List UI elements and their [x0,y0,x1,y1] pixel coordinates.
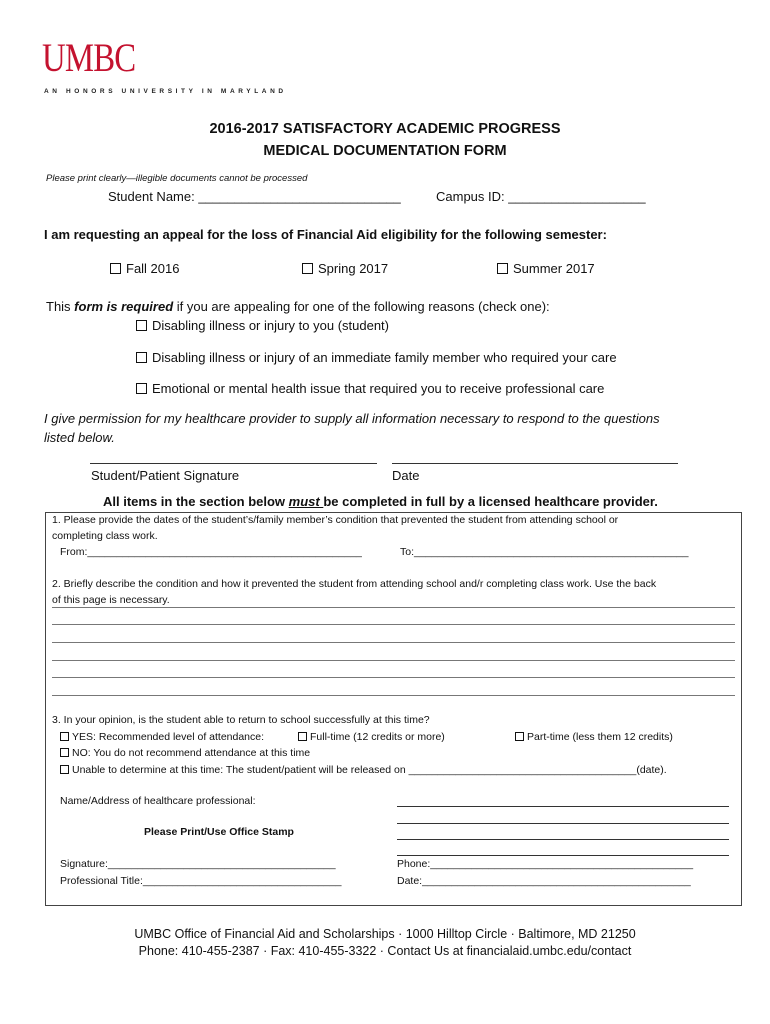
provider-signature-field[interactable]: Signature:_______________________________________ [60,858,336,870]
stamp-label: Please Print/Use Office Stamp [144,826,294,838]
reasons-intro [46,299,550,314]
spring-2017-label: Spring 2017 [318,261,389,276]
instructions-text: Please print clearly—illegible documents cannot be processed [46,173,308,184]
checkbox-summer-2017[interactable] [497,261,595,276]
no-label: NO: You do not recommend attendance at this time [72,747,311,759]
checkbox-unable[interactable] [60,764,667,776]
footer-address: UMBC Office of Financial Aid and Scholarships · 1000 Hilltop Circle · Baltimore, MD 21250 [134,927,636,941]
checkbox-icon [136,352,147,363]
campus-id-field[interactable]: Campus ID: ___________________ [436,189,646,204]
question-3: 3. In your opinion, is the student able to return to school successfully at this time? [52,714,430,726]
provider-phone-field[interactable]: Phone:_____________________________________________ [397,858,694,870]
reason-mental-health-label: Emotional or mental health issue that required you to receive professional care [152,381,605,396]
description-line[interactable] [52,660,735,661]
provider-section-heading [103,494,658,509]
name-address-line[interactable] [397,855,729,856]
checkbox-reason-family[interactable] [136,350,617,365]
yes-label: YES: Recommended level of attendance: [72,731,265,743]
provider-date-field[interactable]: Date:______________________________________________ [397,875,691,887]
reasons-intro-pre: This [46,299,75,314]
footer-contact: Phone: 410-455-2387 · Fax: 410-455-3322 · Contact Us at financialaid.umbc.edu/contact [138,944,632,958]
description-line[interactable] [52,607,735,608]
name-address-label: Name/Address of healthcare professional: [60,795,256,807]
checkbox-icon [136,320,147,331]
checkbox-fall-2016[interactable] [110,261,179,276]
question-1-line2: completing class work. [52,530,158,542]
description-line[interactable] [52,624,735,625]
form-title-line2: MEDICAL DOCUMENTATION FORM [263,143,507,159]
description-line[interactable] [52,677,735,678]
checkbox-part-time[interactable] [515,731,673,743]
checkbox-icon [60,732,69,741]
name-address-line[interactable] [397,823,729,824]
provider-heading-pre: All items in the section below [103,494,289,509]
part-time-label: Part-time (less them 12 credits) [527,731,673,743]
signature-line[interactable] [90,463,377,464]
checkbox-icon [298,732,307,741]
to-date-field[interactable]: To:_______________________________________________ [400,546,689,558]
checkbox-icon [515,732,524,741]
checkbox-reason-mental-health[interactable] [136,381,604,396]
name-address-line[interactable] [397,806,729,807]
provider-heading-emphasis: must [288,494,324,509]
checkbox-full-time[interactable] [298,731,445,743]
provider-section-box [45,512,742,906]
question-2-line2: of this page is necessary. [52,594,170,606]
checkbox-icon [302,263,313,274]
provider-heading-post: be completed in full by a licensed healthcare provider. [323,494,658,509]
fall-2016-label: Fall 2016 [126,261,180,276]
reason-family-label: Disabling illness or injury of an immediate family member who required your care [152,350,617,365]
checkbox-no[interactable] [60,747,310,759]
unable-label: Unable to determine at this time: The student/patient will be released on _______________________________________(date). [72,764,667,776]
reason-student-label: Disabling illness or injury to you (student) [152,318,389,333]
reasons-intro-post: if you are appealing for one of the following reasons (check one): [173,299,550,314]
permission-text-line1: I give permission for my healthcare provider to supply all information necessary to respond to the questions [44,411,660,426]
form-title-line1: 2016-2017 SATISFACTORY ACADEMIC PROGRESS [209,121,561,137]
description-line[interactable] [52,642,735,643]
permission-text-line2: listed below. [44,430,115,445]
checkbox-spring-2017[interactable] [302,261,388,276]
signature-date-label: Date [392,468,420,483]
checkbox-icon [110,263,121,274]
reasons-intro-emphasis: form is required [74,299,174,314]
checkbox-icon [60,765,69,774]
name-address-line[interactable] [397,839,729,840]
checkbox-icon [497,263,508,274]
question-1-line1: 1. Please provide the dates of the student’s/family member’s condition that prevented the student from attending school or [52,514,619,526]
question-2-line1: 2. Briefly describe the condition and how it prevented the student from attending school and/r completing class work. Use the back [52,578,657,590]
full-time-label: Full-time (12 credits or more) [310,731,445,743]
umbc-logo: UMBC [42,35,136,80]
signature-label: Student/Patient Signature [91,468,240,483]
from-date-field[interactable]: From:_______________________________________________ [60,546,362,558]
checkbox-icon [136,383,147,394]
student-name-field[interactable]: Student Name: ____________________________ [108,189,401,204]
appeal-heading: I am requesting an appeal for the loss of Financial Aid eligibility for the following semester: [44,227,607,242]
checkbox-icon [60,748,69,757]
summer-2017-label: Summer 2017 [513,261,595,276]
checkbox-reason-student[interactable] [136,318,389,333]
signature-date-line[interactable] [392,463,678,464]
professional-title-field[interactable]: Professional Title:__________________________________ [60,875,342,887]
checkbox-yes[interactable] [60,731,264,743]
logo-tagline: AN HONORS UNIVERSITY IN MARYLAND [44,88,287,95]
description-line[interactable] [52,695,735,696]
